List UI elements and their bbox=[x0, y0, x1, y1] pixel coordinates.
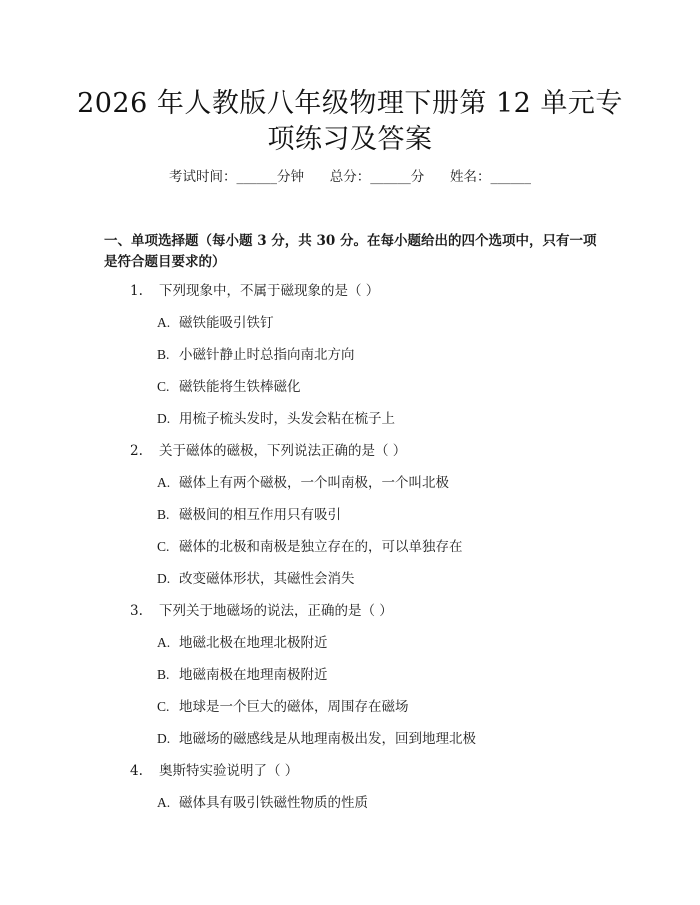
question-2-option-b bbox=[157, 505, 341, 525]
question-text: 奥斯特实验说明了（ ） bbox=[159, 763, 299, 779]
question-3-option-d bbox=[157, 729, 476, 749]
section-heading-line-1: 一、单项选择题（每小题 3 分，共 30 分。在每小题给出的四个选项中，只有一项 bbox=[104, 233, 597, 249]
question-3-option-c bbox=[157, 697, 409, 717]
question-number: 4. bbox=[130, 763, 143, 779]
option-label: D. bbox=[157, 411, 171, 426]
question-number: 2. bbox=[130, 443, 143, 459]
question-3 bbox=[130, 601, 393, 621]
question-1-option-d bbox=[157, 409, 395, 429]
option-text: 磁铁能吸引铁钉 bbox=[179, 315, 274, 331]
option-text: 改变磁体形状，其磁性会消失 bbox=[179, 571, 355, 587]
option-text: 地球是一个巨大的磁体，周围存在磁场 bbox=[179, 699, 409, 715]
option-label: B. bbox=[157, 507, 170, 522]
option-text: 磁体上有两个磁极，一个叫南极，一个叫北极 bbox=[179, 475, 449, 491]
question-4-option-a bbox=[157, 793, 368, 813]
exam-info-line: 考试时间：______分钟 总分：______分 姓名：______ bbox=[169, 169, 531, 185]
title-line-1: 2026 年人教版八年级物理下册第 12 单元专 bbox=[77, 88, 623, 119]
question-2-option-c bbox=[157, 537, 463, 557]
option-text: 地磁南极在地理南极附近 bbox=[179, 667, 328, 683]
option-label: B. bbox=[157, 667, 170, 682]
question-1-option-a bbox=[157, 313, 274, 333]
option-label: A. bbox=[157, 315, 171, 330]
option-label: B. bbox=[157, 347, 170, 362]
question-2-option-a bbox=[157, 473, 449, 493]
question-1 bbox=[130, 281, 379, 301]
option-label: A. bbox=[157, 635, 171, 650]
question-3-option-a bbox=[157, 633, 328, 653]
question-1-option-c bbox=[157, 377, 301, 397]
option-text: 用梳子梳头发时，头发会粘在梳子上 bbox=[179, 411, 395, 427]
question-2 bbox=[130, 441, 406, 461]
title-line-2: 项练习及答案 bbox=[267, 124, 433, 155]
option-text: 磁体具有吸引铁磁性物质的性质 bbox=[179, 795, 368, 811]
question-text: 下列现象中，不属于磁现象的是（ ） bbox=[159, 283, 380, 299]
section-heading-line-2: 是符合题目要求的） bbox=[104, 254, 226, 270]
option-label: D. bbox=[157, 571, 171, 586]
question-text: 关于磁体的磁极，下列说法正确的是（ ） bbox=[159, 443, 407, 459]
option-label: D. bbox=[157, 731, 171, 746]
option-text: 磁铁能将生铁棒磁化 bbox=[179, 379, 301, 395]
option-text: 磁体的北极和南极是独立存在的，可以单独存在 bbox=[179, 539, 463, 555]
option-label: C. bbox=[157, 699, 170, 714]
question-1-option-b bbox=[157, 345, 355, 365]
question-2-option-d bbox=[157, 569, 355, 589]
option-text: 地磁场的磁感线是从地理南极出发，回到地理北极 bbox=[179, 731, 476, 747]
option-label: C. bbox=[157, 379, 170, 394]
question-text: 下列关于地磁场的说法，正确的是（ ） bbox=[159, 603, 393, 619]
option-label: A. bbox=[157, 795, 171, 810]
option-text: 小磁针静止时总指向南北方向 bbox=[179, 347, 355, 363]
question-number: 3. bbox=[130, 603, 143, 619]
option-text: 磁极间的相互作用只有吸引 bbox=[179, 507, 341, 523]
question-3-option-b bbox=[157, 665, 328, 685]
question-number: 1. bbox=[130, 283, 143, 299]
option-text: 地磁北极在地理北极附近 bbox=[179, 635, 328, 651]
option-label: C. bbox=[157, 539, 170, 554]
question-4 bbox=[130, 761, 298, 781]
option-label: A. bbox=[157, 475, 171, 490]
